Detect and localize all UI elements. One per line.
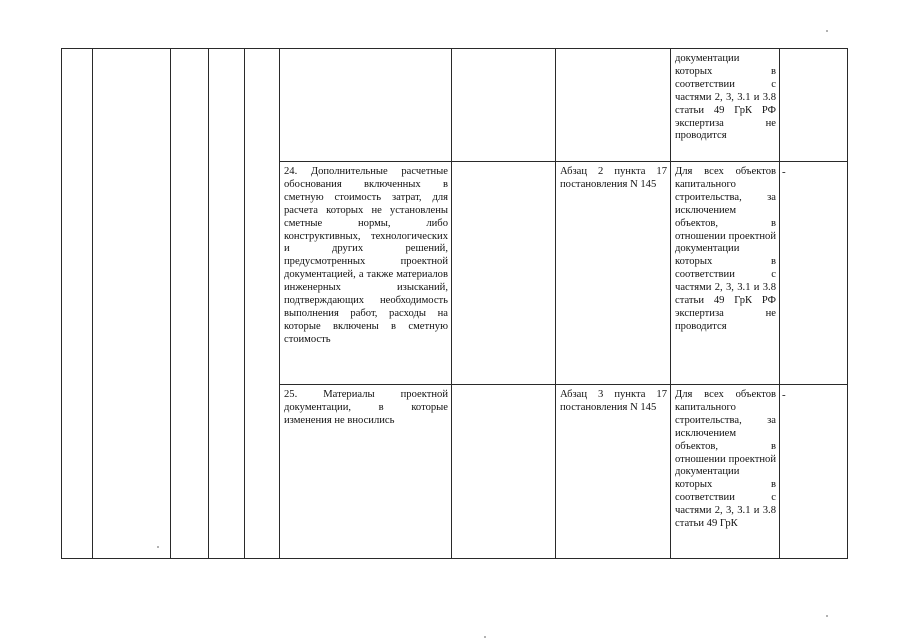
table-cell-applicability: Для всех объектов капитального строительства, за исключением объектов, в отношении проектной документации которых в соответствии с частями 2, 3, 3.1 и 3.8 статьи 49 ГрК: [675, 389, 776, 530]
scan-speck: [157, 546, 159, 548]
table-column-divider: [670, 48, 671, 559]
table-border-right: [847, 48, 848, 559]
scan-speck: [826, 30, 828, 32]
table-cell-requirement: 24. Дополнительные расчетные обоснования включенных в сметную стоимость затрат, для расчета которых не установлены сметные нормы, либо конструктивных, технологических и других решений, предусмотренных проектной документацией, а также материалов инженерных изысканий, подтверждающих необходимость выполнения работ, расходы на которые включены в сметную стоимость: [284, 166, 448, 345]
table-border-top: [61, 48, 848, 49]
table-column-divider: [244, 48, 245, 559]
table-column-divider: [451, 48, 452, 559]
table-border-bottom: [61, 558, 848, 559]
table-column-divider: [208, 48, 209, 559]
scan-speck: [826, 615, 828, 617]
table-cell-requirement: 25. Материалы проектной документации, в которые изменения не вносились: [284, 389, 448, 426]
table-column-divider: [555, 48, 556, 559]
table-column-divider: [279, 48, 280, 559]
table-row-divider: [279, 384, 848, 385]
table-cell-applicability: Для всех объектов капитального строительства, за исключением объектов, в отношении проектной документации которых в соответствии с частями 2, 3, 3.1 и 3.8 статьи 49 ГрК РФ экспертиза не проводится: [675, 166, 776, 332]
table-cell-applicability: документации которых в соответствии с частями 2, 3, 3.1 и 3.8 статьи 49 ГрК РФ экспертиза не проводится: [675, 53, 776, 142]
table-border-left: [61, 48, 62, 559]
scan-speck: [484, 636, 486, 638]
table-column-divider: [170, 48, 171, 559]
table-cell-basis: Абзац 3 пункта 17 постановления N 145: [560, 389, 667, 413]
table-cell-note: -: [782, 389, 786, 401]
table-column-divider: [92, 48, 93, 559]
table-column-divider: [779, 48, 780, 559]
table-row-divider: [279, 161, 848, 162]
table-cell-note: -: [782, 166, 786, 178]
table-cell-basis: Абзац 2 пункта 17 постановления N 145: [560, 166, 667, 190]
